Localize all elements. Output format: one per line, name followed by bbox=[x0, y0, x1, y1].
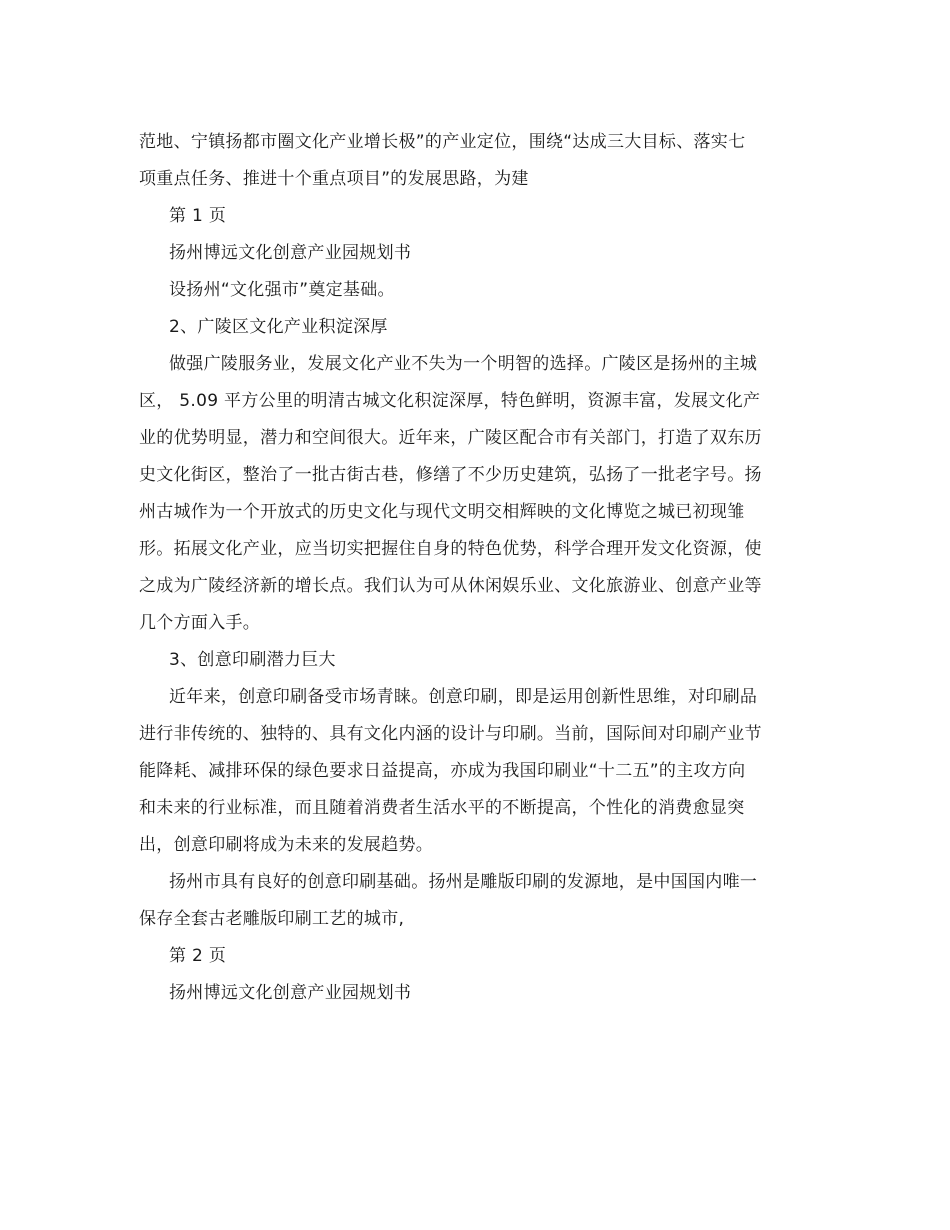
section-heading: 2、广陵区文化产业积淀深厚 bbox=[169, 317, 388, 337]
text-line: 州古城作为一个开放式的历史文化与现代文明交相辉映的文化博览之城已初现雏 bbox=[139, 502, 745, 522]
text-line: 近年来，创意印刷备受市场青睐。创意印刷，即是运用创新性思维，对印刷品 bbox=[169, 687, 758, 707]
text-line: 形。拓展文化产业，应当切实把握住自身的特色优势，科学合理开发文化资源，使 bbox=[139, 539, 762, 559]
text-line: 和未来的行业标准，而且随着消费者生活水平的不断提高，个性化的消费愈显突 bbox=[139, 798, 745, 818]
text-line: 项重点任务、推进十个重点项目”的发展思路，为建 bbox=[139, 169, 529, 189]
running-header: 扬州博远文化创意产业园规划书 bbox=[169, 983, 412, 1003]
page-number: 第 2 页 bbox=[169, 946, 227, 966]
document-body bbox=[139, 124, 779, 1012]
text-line: 做强广陵服务业，发展文化产业不失为一个明智的选择。广陵区是扬州的主城 bbox=[169, 354, 758, 374]
text-line: 业的优势明显，潜力和空间很大。近年来，广陵区配合市有关部门，打造了双东历 bbox=[139, 428, 762, 448]
page-number: 第 1 页 bbox=[169, 206, 227, 226]
text-line: 几个方面入手。 bbox=[139, 613, 261, 633]
text-line: 之成为广陵经济新的增长点。我们认为可从休闲娱乐业、文化旅游业、创意产业等 bbox=[139, 576, 762, 596]
running-header: 扬州博远文化创意产业园规划书 bbox=[169, 243, 412, 263]
text-line: 出，创意印刷将成为未来的发展趋势。 bbox=[139, 835, 434, 855]
text-line: 保存全套古老雕版印刷工艺的城市, bbox=[139, 909, 405, 929]
text-line: 能降耗、减排环保的绿色要求日益提高，亦成为我国印刷业“十二五”的主攻方向 bbox=[139, 761, 746, 781]
text-line: 扬州市具有良好的创意印刷基础。扬州是雕版印刷的发源地，是中国国内唯一 bbox=[169, 872, 758, 892]
text-line: 史文化街区，整治了一批古街古巷，修缮了不少历史建筑，弘扬了一批老字号。扬 bbox=[139, 465, 762, 485]
text-line: 设扬州“文化强市”奠定基础。 bbox=[169, 280, 395, 300]
section-heading: 3、创意印刷潜力巨大 bbox=[169, 650, 336, 670]
text-line: 区， 5.09 平方公里的明清古城文化积淀深厚，特色鲜明，资源丰富，发展文化产 bbox=[139, 391, 761, 411]
text-line: 进行非传统的、独特的、具有文化内涵的设计与印刷。当前，国际间对印刷产业节 bbox=[139, 724, 762, 744]
text-line: 范地、宁镇扬都市圈文化产业增长极”的产业定位，围绕“达成三大目标、落实七 bbox=[139, 132, 746, 152]
